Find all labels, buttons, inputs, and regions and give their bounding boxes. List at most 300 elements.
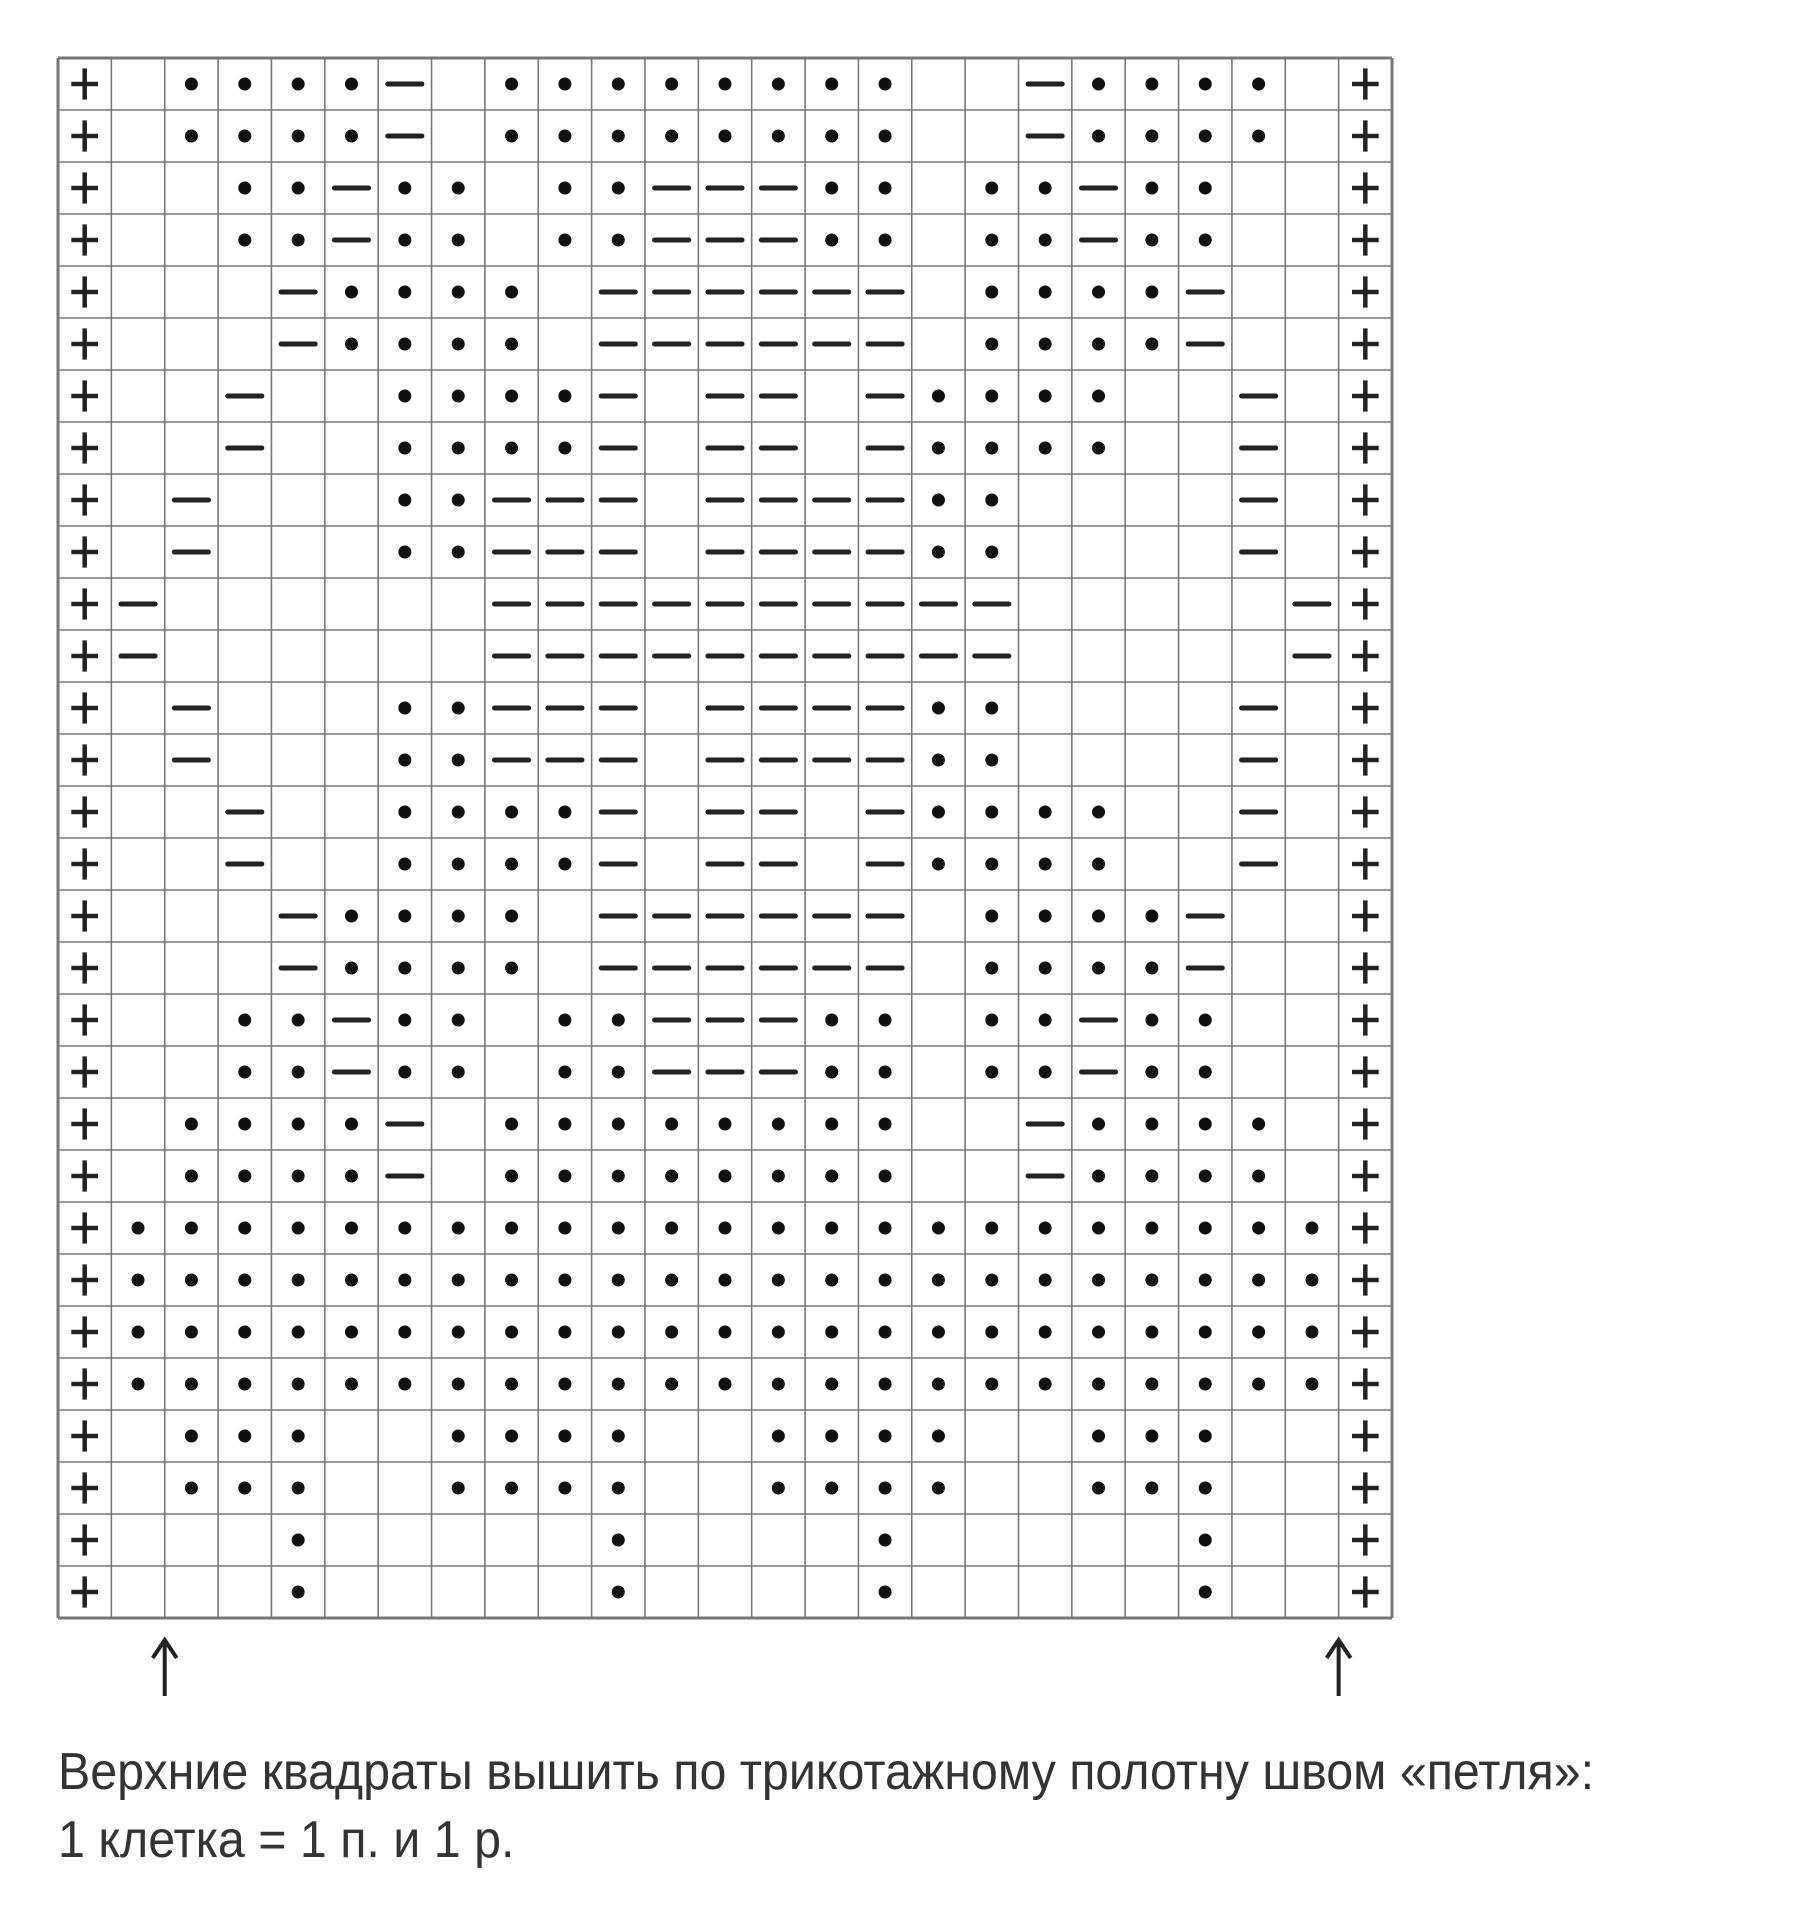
dot-symbol bbox=[985, 546, 998, 559]
dot-symbol bbox=[1039, 858, 1052, 871]
dot-symbol bbox=[612, 1378, 625, 1391]
dot-symbol bbox=[1039, 910, 1052, 923]
dot-symbol bbox=[1252, 1170, 1265, 1183]
chart-caption bbox=[58, 1738, 1658, 1874]
dot-symbol bbox=[1092, 78, 1105, 91]
dot-symbol bbox=[1092, 390, 1105, 403]
dot-symbol bbox=[612, 234, 625, 247]
dot-symbol bbox=[985, 702, 998, 715]
dot-symbol bbox=[398, 182, 411, 195]
dot-symbol bbox=[879, 1534, 892, 1547]
dot-symbol bbox=[1039, 442, 1052, 455]
dot-symbol bbox=[612, 1274, 625, 1287]
dot-symbol bbox=[719, 1222, 732, 1235]
dot-symbol bbox=[505, 390, 518, 403]
dot-symbol bbox=[825, 1066, 838, 1079]
dot-symbol bbox=[292, 1274, 305, 1287]
dot-symbol bbox=[292, 1482, 305, 1495]
dot-symbol bbox=[452, 1066, 465, 1079]
dot-symbol bbox=[1199, 1066, 1212, 1079]
dot-symbol bbox=[505, 1430, 518, 1443]
dot-symbol bbox=[612, 1170, 625, 1183]
dot-symbol bbox=[185, 1222, 198, 1235]
dot-symbol bbox=[238, 78, 251, 91]
dot-symbol bbox=[345, 286, 358, 299]
dot-symbol bbox=[985, 1326, 998, 1339]
dot-symbol bbox=[452, 702, 465, 715]
dot-symbol bbox=[985, 390, 998, 403]
dot-symbol bbox=[452, 1378, 465, 1391]
dot-symbol bbox=[1092, 1482, 1105, 1495]
dot-symbol bbox=[932, 858, 945, 871]
dot-symbol bbox=[772, 1430, 785, 1443]
dot-symbol bbox=[238, 182, 251, 195]
dot-symbol bbox=[505, 1482, 518, 1495]
dot-symbol bbox=[879, 234, 892, 247]
dot-symbol bbox=[1145, 1326, 1158, 1339]
dot-symbol bbox=[292, 1430, 305, 1443]
dot-symbol bbox=[452, 1326, 465, 1339]
dot-symbol bbox=[825, 182, 838, 195]
dot-symbol bbox=[398, 546, 411, 559]
dot-symbol bbox=[558, 1430, 571, 1443]
dot-symbol bbox=[345, 962, 358, 975]
dot-symbol bbox=[558, 1014, 571, 1027]
dot-symbol bbox=[292, 1014, 305, 1027]
dot-symbol bbox=[879, 1482, 892, 1495]
dot-symbol bbox=[1145, 286, 1158, 299]
dot-symbol bbox=[1252, 1274, 1265, 1287]
dot-symbol bbox=[1199, 182, 1212, 195]
dot-symbol bbox=[932, 442, 945, 455]
dot-symbol bbox=[1145, 1482, 1158, 1495]
dot-symbol bbox=[398, 806, 411, 819]
dot-symbol bbox=[985, 962, 998, 975]
dot-symbol bbox=[772, 78, 785, 91]
dot-symbol bbox=[345, 1118, 358, 1131]
dot-symbol bbox=[879, 1274, 892, 1287]
dot-symbol bbox=[238, 1118, 251, 1131]
dot-symbol bbox=[932, 806, 945, 819]
dot-symbol bbox=[452, 1222, 465, 1235]
dot-symbol bbox=[1092, 1274, 1105, 1287]
dot-symbol bbox=[1252, 1118, 1265, 1131]
dot-symbol bbox=[505, 130, 518, 143]
dot-symbol bbox=[879, 1222, 892, 1235]
dot-symbol bbox=[932, 1482, 945, 1495]
dot-symbol bbox=[505, 962, 518, 975]
dot-symbol bbox=[558, 182, 571, 195]
dot-symbol bbox=[1092, 806, 1105, 819]
dot-symbol bbox=[505, 78, 518, 91]
dot-symbol bbox=[558, 1118, 571, 1131]
dot-symbol bbox=[292, 130, 305, 143]
dot-symbol bbox=[452, 1430, 465, 1443]
dot-symbol bbox=[985, 1274, 998, 1287]
dot-symbol bbox=[452, 1014, 465, 1027]
dot-symbol bbox=[1145, 1430, 1158, 1443]
dot-symbol bbox=[1145, 234, 1158, 247]
dot-symbol bbox=[558, 1170, 571, 1183]
dot-symbol bbox=[1199, 1118, 1212, 1131]
dot-symbol bbox=[452, 1274, 465, 1287]
dot-symbol bbox=[1039, 1378, 1052, 1391]
dot-symbol bbox=[505, 1326, 518, 1339]
dot-symbol bbox=[292, 78, 305, 91]
dot-symbol bbox=[1199, 1586, 1212, 1599]
dot-symbol bbox=[452, 390, 465, 403]
dot-symbol bbox=[1039, 390, 1052, 403]
dot-symbol bbox=[292, 182, 305, 195]
dot-symbol bbox=[292, 1170, 305, 1183]
dot-symbol bbox=[1092, 858, 1105, 871]
dot-symbol bbox=[719, 1170, 732, 1183]
dot-symbol bbox=[132, 1378, 145, 1391]
dot-symbol bbox=[719, 130, 732, 143]
dot-symbol bbox=[452, 182, 465, 195]
dot-symbol bbox=[505, 1118, 518, 1131]
dot-symbol bbox=[1145, 1222, 1158, 1235]
dot-symbol bbox=[879, 182, 892, 195]
dot-symbol bbox=[772, 1274, 785, 1287]
dot-symbol bbox=[612, 1534, 625, 1547]
dot-symbol bbox=[612, 1014, 625, 1027]
dot-symbol bbox=[505, 858, 518, 871]
dot-symbol bbox=[612, 1066, 625, 1079]
dot-symbol bbox=[1305, 1274, 1318, 1287]
dot-symbol bbox=[345, 1222, 358, 1235]
dot-symbol bbox=[1039, 182, 1052, 195]
dot-symbol bbox=[1145, 910, 1158, 923]
dot-symbol bbox=[932, 702, 945, 715]
dot-symbol bbox=[1092, 338, 1105, 351]
dot-symbol bbox=[932, 1326, 945, 1339]
dot-symbol bbox=[932, 1222, 945, 1235]
dot-symbol bbox=[238, 1378, 251, 1391]
dot-symbol bbox=[1145, 962, 1158, 975]
dot-symbol bbox=[1039, 234, 1052, 247]
dot-symbol bbox=[132, 1326, 145, 1339]
dot-symbol bbox=[612, 1118, 625, 1131]
dot-symbol bbox=[1145, 130, 1158, 143]
dot-symbol bbox=[985, 806, 998, 819]
dot-symbol bbox=[665, 1326, 678, 1339]
dot-symbol bbox=[558, 390, 571, 403]
dot-symbol bbox=[612, 1586, 625, 1599]
dot-symbol bbox=[452, 1482, 465, 1495]
dot-symbol bbox=[398, 1326, 411, 1339]
dot-symbol bbox=[772, 1222, 785, 1235]
dot-symbol bbox=[185, 130, 198, 143]
dot-symbol bbox=[558, 234, 571, 247]
dot-symbol bbox=[238, 1222, 251, 1235]
dot-symbol bbox=[825, 78, 838, 91]
dot-symbol bbox=[238, 130, 251, 143]
dot-symbol bbox=[1199, 1534, 1212, 1547]
dot-symbol bbox=[1092, 1430, 1105, 1443]
dot-symbol bbox=[452, 858, 465, 871]
dot-symbol bbox=[398, 234, 411, 247]
dot-symbol bbox=[452, 494, 465, 507]
dot-symbol bbox=[1145, 78, 1158, 91]
dot-symbol bbox=[879, 78, 892, 91]
dot-symbol bbox=[505, 442, 518, 455]
dot-symbol bbox=[1092, 286, 1105, 299]
dot-symbol bbox=[1092, 1378, 1105, 1391]
dot-symbol bbox=[612, 1222, 625, 1235]
dot-symbol bbox=[1199, 1482, 1212, 1495]
dot-symbol bbox=[292, 1066, 305, 1079]
dot-symbol bbox=[1252, 1378, 1265, 1391]
dot-symbol bbox=[825, 1378, 838, 1391]
dot-symbol bbox=[398, 442, 411, 455]
dot-symbol bbox=[185, 1430, 198, 1443]
dot-symbol bbox=[505, 1378, 518, 1391]
dot-symbol bbox=[719, 1274, 732, 1287]
dot-symbol bbox=[505, 286, 518, 299]
dot-symbol bbox=[452, 962, 465, 975]
dot-symbol bbox=[772, 1118, 785, 1131]
dot-symbol bbox=[985, 1066, 998, 1079]
dot-symbol bbox=[665, 78, 678, 91]
dot-symbol bbox=[985, 234, 998, 247]
dot-symbol bbox=[985, 1378, 998, 1391]
dot-symbol bbox=[505, 1170, 518, 1183]
dot-symbol bbox=[985, 494, 998, 507]
dot-symbol bbox=[1145, 1014, 1158, 1027]
dot-symbol bbox=[1199, 234, 1212, 247]
dot-symbol bbox=[879, 1170, 892, 1183]
dot-symbol bbox=[398, 702, 411, 715]
dot-symbol bbox=[665, 1274, 678, 1287]
dot-symbol bbox=[185, 1274, 198, 1287]
dot-symbol bbox=[505, 1222, 518, 1235]
dot-symbol bbox=[1039, 1274, 1052, 1287]
dot-symbol bbox=[398, 754, 411, 767]
dot-symbol bbox=[665, 1118, 678, 1131]
dot-symbol bbox=[452, 338, 465, 351]
dot-symbol bbox=[185, 1378, 198, 1391]
dot-symbol bbox=[719, 1118, 732, 1131]
dot-symbol bbox=[879, 130, 892, 143]
dot-symbol bbox=[398, 390, 411, 403]
dot-symbol bbox=[1092, 1170, 1105, 1183]
dot-symbol bbox=[879, 1066, 892, 1079]
dot-symbol bbox=[665, 130, 678, 143]
dot-symbol bbox=[238, 1274, 251, 1287]
dot-symbol bbox=[292, 1586, 305, 1599]
dot-symbol bbox=[1305, 1326, 1318, 1339]
dot-symbol bbox=[1039, 806, 1052, 819]
dot-symbol bbox=[985, 1014, 998, 1027]
dot-symbol bbox=[185, 1118, 198, 1131]
dot-symbol bbox=[985, 442, 998, 455]
dot-symbol bbox=[1199, 1222, 1212, 1235]
caption-line-2: 1 клетка = 1 п. и 1 р. bbox=[58, 1811, 515, 1869]
dot-symbol bbox=[1199, 1430, 1212, 1443]
dot-symbol bbox=[1145, 1378, 1158, 1391]
dot-symbol bbox=[452, 910, 465, 923]
dot-symbol bbox=[1145, 338, 1158, 351]
dot-symbol bbox=[612, 1326, 625, 1339]
dot-symbol bbox=[132, 1222, 145, 1235]
dot-symbol bbox=[558, 1222, 571, 1235]
dot-symbol bbox=[1092, 962, 1105, 975]
dot-symbol bbox=[292, 1534, 305, 1547]
dot-symbol bbox=[1092, 442, 1105, 455]
dot-symbol bbox=[985, 286, 998, 299]
dot-symbol bbox=[558, 1066, 571, 1079]
dot-symbol bbox=[932, 1430, 945, 1443]
dot-symbol bbox=[558, 858, 571, 871]
dot-symbol bbox=[345, 1326, 358, 1339]
dot-symbol bbox=[345, 78, 358, 91]
dot-symbol bbox=[825, 1274, 838, 1287]
dot-symbol bbox=[398, 286, 411, 299]
dot-symbol bbox=[825, 1326, 838, 1339]
dot-symbol bbox=[1092, 1222, 1105, 1235]
dot-symbol bbox=[612, 78, 625, 91]
dot-symbol bbox=[1252, 1222, 1265, 1235]
dot-symbol bbox=[1092, 1118, 1105, 1131]
dot-symbol bbox=[1039, 1014, 1052, 1027]
dot-symbol bbox=[398, 910, 411, 923]
dot-symbol bbox=[879, 1118, 892, 1131]
dot-symbol bbox=[825, 1430, 838, 1443]
dot-symbol bbox=[1252, 130, 1265, 143]
dot-symbol bbox=[345, 1170, 358, 1183]
dot-symbol bbox=[238, 234, 251, 247]
dot-symbol bbox=[1145, 1274, 1158, 1287]
dot-symbol bbox=[825, 1170, 838, 1183]
dot-symbol bbox=[292, 1326, 305, 1339]
dot-symbol bbox=[558, 442, 571, 455]
dot-symbol bbox=[398, 494, 411, 507]
dot-symbol bbox=[612, 130, 625, 143]
dot-symbol bbox=[185, 78, 198, 91]
dot-symbol bbox=[185, 1170, 198, 1183]
dot-symbol bbox=[292, 1118, 305, 1131]
dot-symbol bbox=[665, 1222, 678, 1235]
dot-symbol bbox=[452, 234, 465, 247]
dot-symbol bbox=[932, 1378, 945, 1391]
dot-symbol bbox=[238, 1430, 251, 1443]
dot-symbol bbox=[1039, 962, 1052, 975]
dot-symbol bbox=[1199, 1170, 1212, 1183]
dot-symbol bbox=[345, 910, 358, 923]
dot-symbol bbox=[558, 806, 571, 819]
dot-symbol bbox=[1252, 1326, 1265, 1339]
dot-symbol bbox=[505, 1274, 518, 1287]
dot-symbol bbox=[932, 754, 945, 767]
dot-symbol bbox=[398, 1274, 411, 1287]
dot-symbol bbox=[719, 1326, 732, 1339]
dot-symbol bbox=[1039, 1222, 1052, 1235]
dot-symbol bbox=[879, 1014, 892, 1027]
dot-symbol bbox=[185, 1482, 198, 1495]
dot-symbol bbox=[558, 1482, 571, 1495]
dot-symbol bbox=[612, 1430, 625, 1443]
dot-symbol bbox=[1039, 1066, 1052, 1079]
dot-symbol bbox=[398, 962, 411, 975]
dot-symbol bbox=[1199, 1014, 1212, 1027]
dot-symbol bbox=[238, 1066, 251, 1079]
dot-symbol bbox=[932, 1274, 945, 1287]
dot-symbol bbox=[1305, 1222, 1318, 1235]
dot-symbol bbox=[1145, 1170, 1158, 1183]
dot-symbol bbox=[612, 1482, 625, 1495]
dot-symbol bbox=[985, 338, 998, 351]
dot-symbol bbox=[985, 182, 998, 195]
dot-symbol bbox=[1199, 130, 1212, 143]
dot-symbol bbox=[1039, 1326, 1052, 1339]
dot-symbol bbox=[1199, 78, 1212, 91]
dot-symbol bbox=[1092, 910, 1105, 923]
dot-symbol bbox=[772, 1378, 785, 1391]
dot-symbol bbox=[879, 1378, 892, 1391]
dot-symbol bbox=[452, 546, 465, 559]
dot-symbol bbox=[985, 910, 998, 923]
dot-symbol bbox=[985, 754, 998, 767]
dot-symbol bbox=[772, 1326, 785, 1339]
dot-symbol bbox=[1039, 338, 1052, 351]
dot-symbol bbox=[825, 1482, 838, 1495]
dot-symbol bbox=[292, 234, 305, 247]
dot-symbol bbox=[1305, 1378, 1318, 1391]
dot-symbol bbox=[238, 1170, 251, 1183]
dot-symbol bbox=[345, 1378, 358, 1391]
dot-symbol bbox=[932, 494, 945, 507]
dot-symbol bbox=[825, 1118, 838, 1131]
dot-symbol bbox=[1092, 1326, 1105, 1339]
dot-symbol bbox=[558, 1378, 571, 1391]
dot-symbol bbox=[1252, 78, 1265, 91]
dot-symbol bbox=[825, 1014, 838, 1027]
caption-line-1: Верхние квадраты вышить по трикотажному полотну швом «петля»: bbox=[58, 1743, 1595, 1801]
dot-symbol bbox=[398, 338, 411, 351]
dot-symbol bbox=[452, 442, 465, 455]
dot-symbol bbox=[1145, 1066, 1158, 1079]
dot-symbol bbox=[505, 806, 518, 819]
dot-symbol bbox=[825, 1222, 838, 1235]
dot-symbol bbox=[665, 1378, 678, 1391]
dot-symbol bbox=[932, 390, 945, 403]
dot-symbol bbox=[879, 1430, 892, 1443]
dot-symbol bbox=[292, 1222, 305, 1235]
dot-symbol bbox=[558, 1326, 571, 1339]
dot-symbol bbox=[132, 1274, 145, 1287]
dot-symbol bbox=[558, 130, 571, 143]
dot-symbol bbox=[1145, 1118, 1158, 1131]
dot-symbol bbox=[772, 1170, 785, 1183]
dot-symbol bbox=[398, 1222, 411, 1235]
dot-symbol bbox=[879, 1586, 892, 1599]
dot-symbol bbox=[292, 1378, 305, 1391]
dot-symbol bbox=[985, 1222, 998, 1235]
dot-symbol bbox=[345, 338, 358, 351]
dot-symbol bbox=[398, 1014, 411, 1027]
dot-symbol bbox=[505, 910, 518, 923]
dot-symbol bbox=[452, 806, 465, 819]
dot-symbol bbox=[985, 858, 998, 871]
dot-symbol bbox=[345, 130, 358, 143]
dot-symbol bbox=[825, 234, 838, 247]
dot-symbol bbox=[558, 78, 571, 91]
dot-symbol bbox=[1199, 1378, 1212, 1391]
dot-symbol bbox=[185, 1326, 198, 1339]
dot-symbol bbox=[1199, 1274, 1212, 1287]
dot-symbol bbox=[772, 1482, 785, 1495]
